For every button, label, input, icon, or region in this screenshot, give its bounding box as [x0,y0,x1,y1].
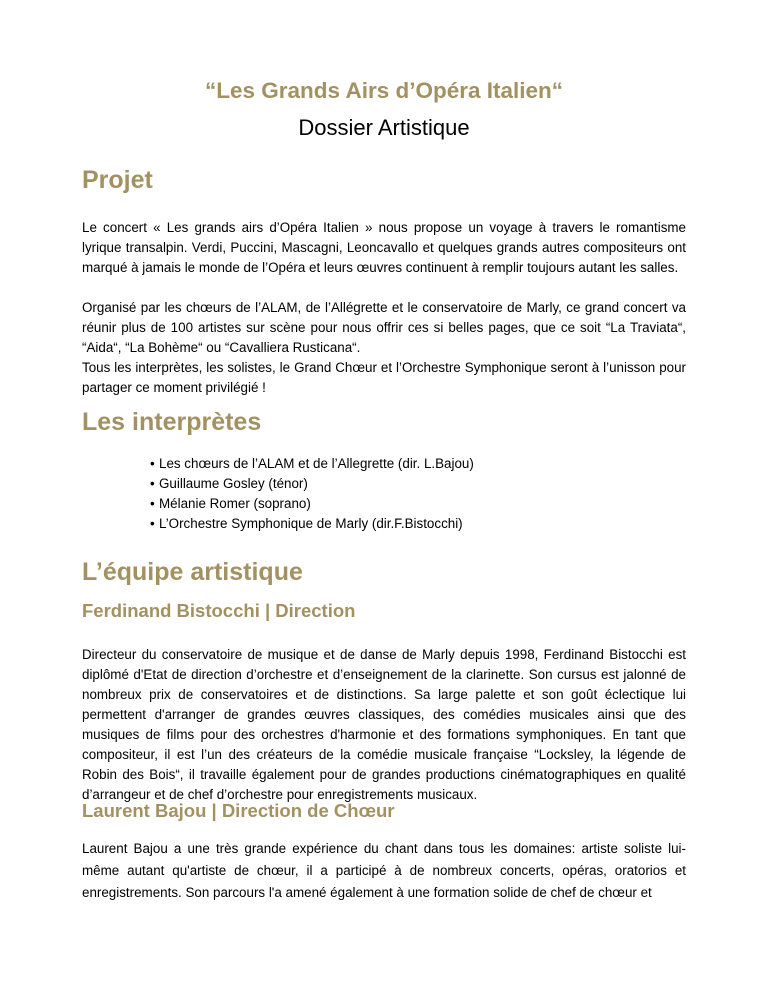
projet-paragraph-3: Tous les interprètes, les solistes, le Grand Chœur et l’Orchestre Symphonique seront à l’unisson pour partager ce moment privilégié ! [82,360,686,395]
document-subtitle: Dossier Artistique [298,115,470,140]
bullet-icon: • [150,496,155,511]
member-bio-bistocchi: Directeur du conservatoire de musique et de danse de Marly depuis 1998, Ferdinand Bistocchi est diplômé d'Etat de direction d’orchestre et d’enseignement de la clarinette. Son cursus est jalonné de nombreux prix de conservatoires et de distinctions. Sa large palette et son goût éclectique lui permettent d'arranger de grandes œuvres classiques, des comédies musicales ainsi que des musiques de films pour des orchestres d'harmonie et des formations symphoniques. En tant que compositeur, il est l’un des créateurs de la comédie musicale française “Locksley, la légende de Robin des Bois“, il travaille également pour de grandes productions cinématographiques en qualité d’arrangeur et de chef d’orchestre pour enregistrements musicaux. [82,647,686,802]
list-item-text: Mélanie Romer (soprano) [159,496,311,511]
document-title: “Les Grands Airs d’Opéra Italien“ [204,78,564,103]
bullet-icon: • [150,516,155,531]
section-heading-interpretes: Les interprètes [82,408,262,436]
list-item-text: L’Orchestre Symphonique de Marly (dir.F.Bistocchi) [159,516,463,531]
member-bio-bajou: Laurent Bajou a une très grande expérience du chant dans tous les domaines: artiste soliste lui-même autant qu'artiste de chœur, il a participé à de nombreux concerts, opéras, oratorios et enregistrements. Son parcours l'a amené également à une formation solide de chef de chœur et [82,841,686,900]
list-item-text: Les chœurs de l’ALAM et de l’Allegrette (dir. L.Bajou) [159,456,474,471]
member-heading-bajou: Laurent Bajou | Direction de Chœur [82,800,395,821]
member-heading-bistocchi: Ferdinand Bistocchi | Direction [82,600,356,621]
list-item [150,454,474,474]
bullet-icon: • [150,456,155,471]
list-item-text: Guillaume Gosley (ténor) [159,476,308,491]
projet-paragraph-2: Organisé par les chœurs de l’ALAM, de l’Allégrette et le conservatoire de Marly, ce grand concert va réunir plus de 100 artistes sur scène pour nous offrir ces si belles pages, que ce soit “La Traviata“, “Aida“, “La Bohème“ ou “Cavalliera Rusticana“. [82,300,686,355]
list-item [150,514,474,534]
section-heading-equipe: L’équipe artistique [82,558,303,586]
projet-paragraph-1: Le concert « Les grands airs d’Opéra Italien » nous propose un voyage à travers le romantisme lyrique transalpin. Verdi, Puccini, Mascagni, Leoncavallo et quelques grands autres compositeurs ont marqué à jamais le monde de l’Opéra et leurs œuvres continuent à remplir toujours autant les salles. [82,220,686,275]
list-item [150,474,474,494]
interpretes-list [150,454,474,534]
bullet-icon: • [150,476,155,491]
section-heading-projet: Projet [82,166,153,194]
list-item [150,494,474,514]
